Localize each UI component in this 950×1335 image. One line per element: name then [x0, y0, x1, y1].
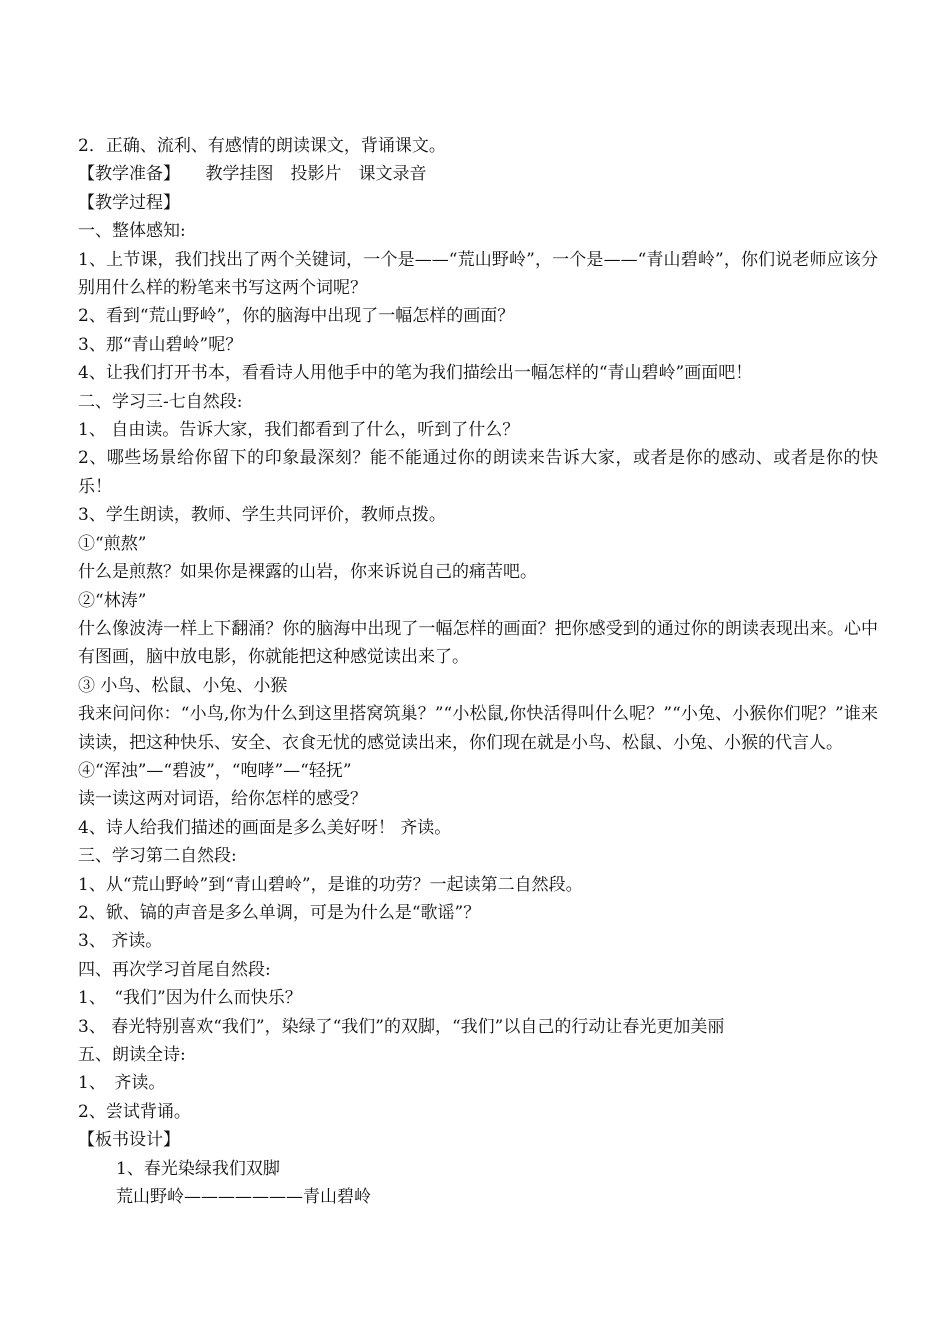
paragraph-1-2: 2、看到“荒山野岭”，你的脑海中出现了一幅怎样的画面？	[78, 306, 515, 327]
paragraph-3-3: 3、 齐读。	[78, 931, 163, 952]
item-word-pairs: ④“浑浊”—“碧波”，“咆哮”—“轻抚”	[78, 760, 352, 781]
section-heading-2: 二、学习三-七自然段:	[78, 391, 243, 412]
paragraph-3-1: 1、从“荒山野岭”到“青山碧岭”，是谁的功劳？一起读第二自然段。	[78, 874, 583, 895]
item-lintao: ②“林涛”	[78, 590, 147, 611]
item-jianao-text: 什么是煎熬？如果你是裸露的山岩，你来诉说自己的痛苦吧。	[78, 562, 537, 583]
section-heading-3: 三、学习第二自然段:	[78, 846, 237, 867]
item-word-pairs-text: 读一读这两对词语，给你怎样的感受？	[78, 789, 367, 810]
item-lintao-text: 什么像波涛一样上下翻涌？你的脑海中出现了一幅怎样的画面？把你感受到的通过你的朗读表现出来。心中有图画，脑中放电影，你就能把这种感觉读出来了。	[78, 618, 878, 668]
teaching-process-heading: 【教学过程】	[78, 192, 180, 213]
paragraph-2-3: 3、学生朗读，教师、学生共同评价，教师点拨。	[78, 505, 446, 526]
section-heading-1: 一、整体感知:	[78, 221, 186, 242]
paragraph-3-2: 2、锨、镐的声音是多么单调，可是为什么是“歌谣”？	[78, 902, 481, 923]
board-design-contrast: 荒山野岭———————青山碧岭	[116, 1187, 371, 1208]
paragraph-5-1: 1、 齐读。	[78, 1073, 166, 1094]
paragraph-2-2: 2、哪些场景给你留下的印象最深刻？能不能通过你的朗读来告诉大家，或者是你的感动、或者是你的快乐！	[78, 448, 878, 497]
teaching-preparation: 【教学准备】 教学挂图 投影片 课文录音	[78, 164, 427, 185]
section-heading-5: 五、朗读全诗:	[78, 1045, 186, 1065]
paragraph-4-3: 3、 春光特别喜欢“我们”，染绿了“我们”的双脚，“我们”以自己的行动让春光更加美丽	[78, 1016, 725, 1037]
paragraph-1-4: 4、让我们打开书本，看看诗人用他手中的笔为我们描绘出一幅怎样的“青山碧岭”画面吧！	[78, 363, 753, 384]
paragraph-1-1: 1、上节课，我们找出了两个关键词，一个是——“荒山野岭”，一个是——“青山碧岭”，你们说老师应该分别用什么样的粉笔来书写这两个词呢？	[78, 249, 878, 299]
item-animals-text: 我来问问你：“小鸟,你为什么到这里搭窝筑巢？”“小松鼠,你快活得叫什么呢？”“小兔、小猴你们呢？”谁来读读，把这种快乐、安全、衣食无忧的感觉读出来，你们现在就是小鸟、松鼠、小兔、小猴的代言人。	[78, 704, 878, 753]
paragraph-1-3: 3、那“青山碧岭”呢？	[78, 334, 243, 355]
section-heading-4: 四、再次学习首尾自然段:	[78, 959, 271, 980]
document-page	[78, 132, 878, 1211]
board-design-title: 1、春光染绿我们双脚	[116, 1158, 280, 1179]
paragraph-5-2: 2、尝试背诵。	[78, 1101, 191, 1122]
objective-line: 2．正确、流利、有感情的朗读课文，背诵课文。	[78, 136, 446, 156]
paragraph-4-1: 1、 “我们”因为什么而快乐？	[78, 988, 302, 1009]
paragraph-2-4: 4、诗人给我们描述的画面是多么美好呀！ 齐读。	[78, 817, 452, 838]
item-animals: ③ 小鸟、松鼠、小兔、小猴	[78, 675, 288, 696]
board-design-heading: 【板书设计】	[78, 1130, 180, 1151]
paragraph-2-1: 1、 自由读。告诉大家，我们都看到了什么，听到了什么？	[78, 420, 520, 441]
item-jianao: ①“煎熬”	[78, 533, 147, 554]
